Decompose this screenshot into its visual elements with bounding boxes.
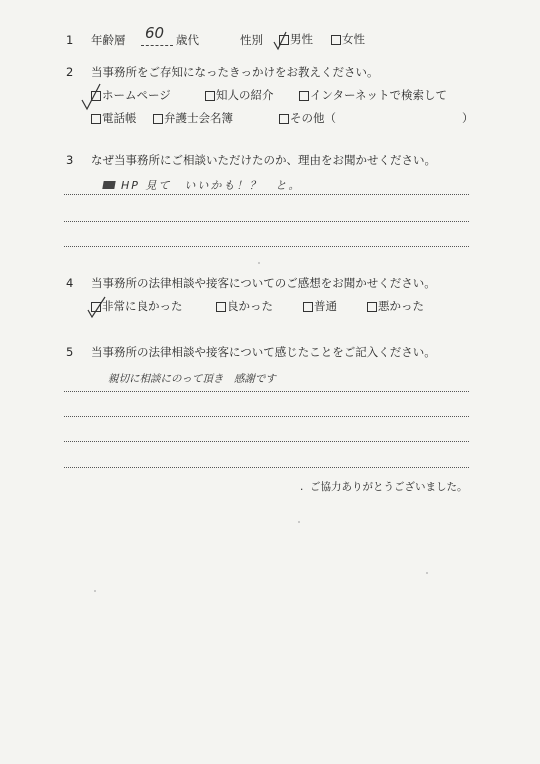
internet-label: インターネットで検索して (310, 88, 447, 102)
very-good-checkmark-icon (86, 296, 108, 320)
friend-checkbox[interactable] (205, 91, 215, 101)
normal-checkbox[interactable] (303, 302, 313, 312)
bar-directory-label: 弁護士会名簿 (164, 111, 233, 125)
female-option[interactable] (331, 34, 365, 46)
scan-speck (426, 572, 428, 574)
q2-number: 2 (66, 65, 74, 79)
q3-answer-line-1 (64, 194, 469, 195)
other-close-paren: ） (462, 111, 474, 125)
q3-question: なぜ当事務所にご相談いただけたのか、理由をお聞かせください。 (91, 153, 436, 167)
internet-checkbox[interactable] (299, 91, 309, 101)
homepage-checkmark-icon (80, 82, 102, 112)
q5-answer-line-3 (64, 441, 469, 442)
other-checkbox[interactable] (279, 114, 289, 124)
normal-label: 普通 (314, 299, 337, 313)
phonebook-label: 電話帳 (102, 111, 137, 125)
homepage-label: ホームページ (102, 88, 171, 102)
internet-option[interactable] (299, 90, 447, 102)
q5-number: 5 (66, 345, 74, 359)
q2-question: 当事務所をご存知になったきっかけをお教えください。 (91, 65, 379, 79)
scribble-mark (102, 181, 115, 189)
q4-number: 4 (66, 276, 74, 290)
q5-answer: 親切に相談にのって頂き 感謝です (108, 373, 276, 385)
very-good-label: 非常に良かった (102, 299, 183, 313)
good-checkbox[interactable] (216, 302, 226, 312)
q4-question: 当事務所の法律相談や接客についてのご感想をお聞かせください。 (91, 276, 436, 290)
bar-directory-option[interactable] (153, 113, 233, 125)
q3-answer-line-2 (64, 221, 469, 222)
phonebook-option[interactable] (91, 113, 137, 125)
q5-question: 当事務所の法律相談や接客について感じたことをご記入ください。 (91, 345, 436, 359)
footer-dot: . (300, 481, 304, 493)
q5-answer-line-2 (64, 416, 469, 417)
q3-answer: HP 見て いいかも！？ と。 (121, 179, 302, 192)
scan-speck (258, 262, 260, 264)
bar-directory-checkbox[interactable] (153, 114, 163, 124)
normal-option[interactable] (303, 301, 337, 313)
q5-answer-line-4 (64, 467, 469, 468)
scan-speck (94, 590, 96, 592)
homepage-option[interactable] (91, 90, 171, 102)
female-checkbox[interactable] (331, 35, 341, 45)
phonebook-checkbox[interactable] (91, 114, 101, 124)
male-checkmark-icon (272, 30, 288, 52)
q5-answer-line-1 (64, 391, 469, 392)
age-underline (141, 45, 173, 46)
scan-speck (298, 521, 300, 523)
q3-number: 3 (66, 153, 74, 167)
age-label: 年齢層 (91, 33, 126, 47)
good-option[interactable] (216, 301, 273, 313)
age-value: 60 (145, 24, 165, 42)
female-label: 女性 (342, 32, 365, 46)
good-label: 良かった (227, 299, 273, 313)
friend-option[interactable] (205, 90, 274, 102)
other-option[interactable] (279, 113, 336, 125)
q1-number: 1 (66, 33, 74, 47)
bad-label: 悪かった (378, 299, 424, 313)
friend-label: 知人の紹介 (216, 88, 274, 102)
age-suffix: 歳代 (176, 33, 199, 47)
other-label: その他（ (290, 111, 336, 125)
gender-label: 性別 (240, 33, 263, 47)
bad-option[interactable] (367, 301, 424, 313)
bad-checkbox[interactable] (367, 302, 377, 312)
q3-answer-line-3 (64, 246, 469, 247)
male-label: 男性 (290, 32, 313, 46)
footer-thanks: ご協力ありがとうございました。 (310, 481, 468, 493)
